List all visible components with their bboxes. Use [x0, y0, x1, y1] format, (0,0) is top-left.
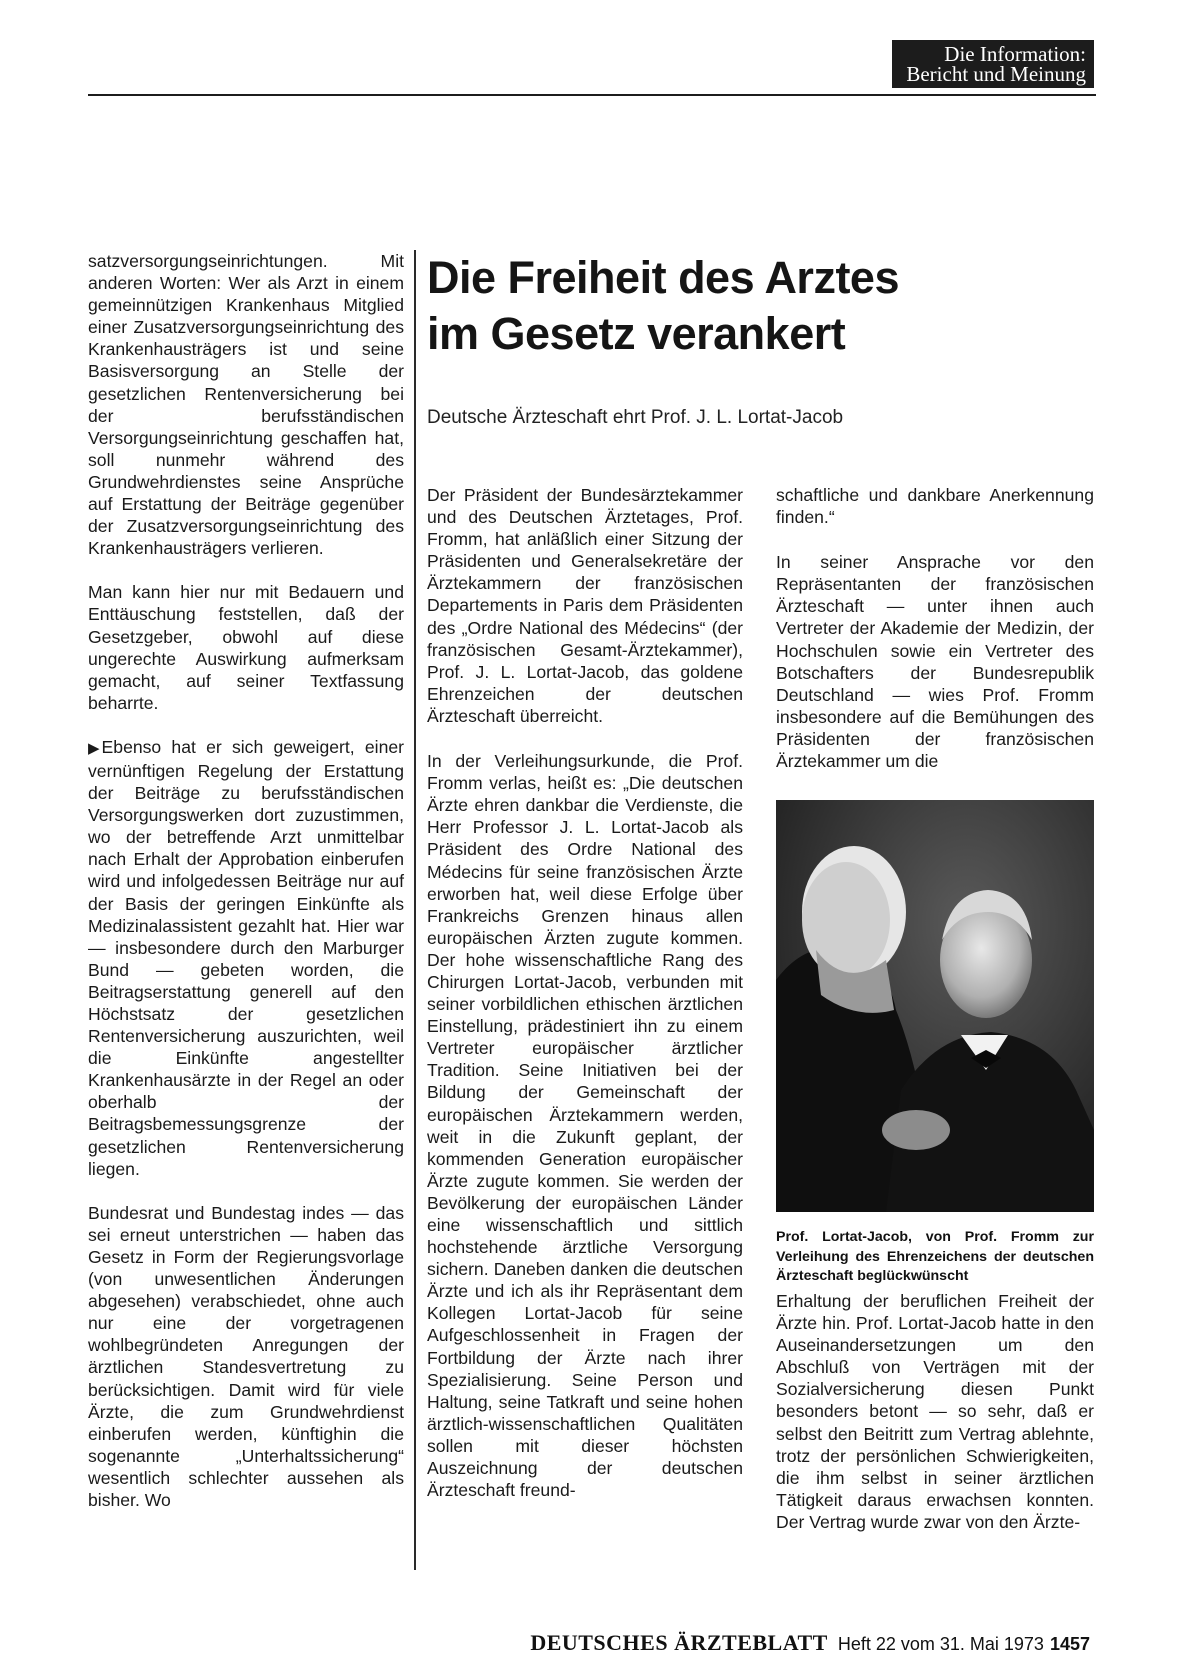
right-paragraph-3: Erhaltung der beruflichen Freiheit der Ärzte hin. Prof. Lortat-Jacob hatte in den Auseinandersetzungen um den Abschluß von Verträgen mit der Sozialversicherung diesen Punkt besonders betont — so sehr, daß er selbst den Beitritt zum Vertrag ablehnte, trotz der persönlichen Schwierigkeiten, die ihm selbst in seiner ärztlichen Tätigkeit daraus erwachsen konnten. Der Vertrag wurde zwar von den Ärzte-: [776, 1291, 1094, 1532]
left-column: [88, 250, 404, 1511]
triangle-right-icon: ▶: [88, 739, 100, 757]
article-subtitle: Deutsche Ärzteschaft ehrt Prof. J. L. Lortat-Jacob: [427, 407, 844, 428]
right-column-top: [776, 484, 1094, 772]
section-tag-line1: Die Information:: [944, 42, 1086, 66]
middle-column: [427, 484, 743, 1501]
right-paragraph-1: schaftliche und dankbare Anerkennung finden.“: [776, 485, 1094, 528]
page-footer: [480, 1630, 1090, 1660]
section-tag-line2: Bericht und Meinung: [906, 62, 1086, 86]
issue-info: Heft 22 vom 31. Mai 1973: [837, 1634, 1044, 1654]
article-title-line2: im Gesetz verankert: [427, 308, 846, 359]
section-tag: [892, 40, 1094, 88]
column-divider: [414, 250, 416, 1570]
top-rule: [88, 94, 1096, 96]
left-paragraph-2: Man kann hier nur mit Bedauern und Enttäuschung feststellen, daß der Gesetzgeber, obwohl auf diese ungerechte Auswirkung aufmerksam gemacht, auf seiner Textfassung beharrte.: [88, 582, 404, 713]
page-number: 1457: [1049, 1634, 1090, 1654]
left-paragraph-3-text: Ebenso hat er sich geweigert, einer vernünftigen Regelung der Erstattung der Beiträge zu berufsständischen Versorgungswerken dort zuzustimmen, wo der betreffende Arzt unmittelbar nach Erhalt der Approbation einberufen wird und infolgedessen Beiträge nur auf der Basis der geringen Einkünfte als Medizinalassistent gezahlt hat. Hier war — insbesondere durch den Marburger Bund — gebeten worden, die Beitragserstattung generell auf den Höchstsatz der gesetzlichen Rentenversicherung auszurichten, weil die Einkünfte angestellter Krankenhausärzte in der Regel an oder oberhalb der Beitragsbemessungsgrenze der gesetzlichen Rentenversicherung liegen.: [88, 736, 404, 1179]
article-photo: [776, 800, 1094, 1212]
left-paragraph-1: satzversorgungseinrichtungen. Mit anderen Worten: Wer als Arzt in einem gemeinnützigen Krankenhaus Mitglied einer Zusatzversorgungseinrichtung des Krankenhausträgers ist und seine Basisversorgung an Stelle der gesetzlichen Rentenversicherung bei der berufsständischen Versorgungseinrichtung geschaffen hat, soll nunmehr während des Grundwehrdienstes seine Ansprüche auf Erstattung der Beiträge gegenüber der Zusatzversorgungseinrichtung des Krankenhausträgers verlieren.: [88, 251, 404, 559]
article-title: [427, 250, 1087, 362]
journal-name: DEUTSCHES ÄRZTEBLATT: [530, 1630, 828, 1655]
photo-caption: Prof. Lortat-Jacob, von Prof. Fromm zur Verleihung des Ehrenzeichens der deutschen Ärzteschaft beglückwünscht: [776, 1229, 1094, 1284]
right-column-bottom: [776, 1290, 1094, 1533]
right-paragraph-2: In seiner Ansprache vor den Repräsentanten der französischen Ärzteschaft — unter ihnen auch Vertreter der Akademie der Medizin, der Hochschulen sowie ein Vertreter des Botschafters der Bundesrepublik Deutschland — wies Prof. Fromm insbesondere auf die Bemühungen des Präsidenten der französischen Ärztekammer um die: [776, 552, 1094, 772]
middle-paragraph-1: Der Präsident der Bundesärztekammer und des Deutschen Ärztetages, Prof. Fromm, hat anläßlich einer Sitzung der Präsidenten und Generalsekretäre der Ärztekammern der französischen Departements in Paris dem Präsidenten des „Ordre National des Médecins“ (der französischen Gesamt-Ärztekammer), Prof. J. L. Lortat-Jacob, das goldene Ehrenzeichen der deutschen Ärzteschaft überreicht.: [427, 485, 743, 726]
middle-paragraph-2: In der Verleihungsurkunde, die Prof. Fromm verlas, heißt es: „Die deutschen Ärzte ehren dankbar die Verdienste, die Herr Professor J. L. Lortat-Jacob als Präsident des Ordre National des Médecins für seine französischen Ärzte erworben hat, weil diese Erfolge über Frankreichs Grenzen hinaus allen europäischen Ärzten zugute kommen. Der hohe wissenschaftliche Rang des Chirurgen Lortat-Jacob, verbunden mit seiner vorbildlichen ethischen ärztlichen Einstellung, prädestiniert ihn zu einem Vertreter europäischer ärztlicher Tradition. Seine Initiativen bei der Bildung der Gemeinschaft der europäischen Ärztekammern werden, weit in die Zukunft geplant, der kommenden Generation europäischer Ärzte zugute kommen. Sie werden der Bevölkerung der europäischen Länder eine wissenschaftlich und sittlich hochstehende ärztliche Versorgung sichern. Daneben danken die deutschen Ärzte und ich als ihr Repräsentant dem Kollegen Lortat-Jacob für seine Aufgeschlossenheit in Fragen der Fortbildung der Ärzte nach ihrer Spezialisierung. Seine Person und Haltung, seine Tatkraft und seine hohen ärztlich-wissenschaftlichen Qualitäten sollen mit dieser höchsten Auszeichnung der deutschen Ärzteschaft freund-: [427, 751, 743, 1501]
left-paragraph-3: [88, 736, 404, 1180]
left-paragraph-4: Bundesrat und Bundestag indes — das sei erneut unterstrichen — haben das Gesetz in Form der Regierungsvorlage (von unwesentlichen Änderungen abgesehen) verabschiedet, ohne auch nur eine der vorgetragenen wohlbegründeten Anregungen der ärztlichen Standesvertretung zu berücksichtigen. Damit wird für viele Ärzte, die zum Grundwehrdienst einberufen werden, künftighin die sogenannte „Unterhaltssicherung“ wesentlich schlechter aussehen als bisher. Wo: [88, 1202, 404, 1510]
article-title-line1: Die Freiheit des Arztes: [427, 252, 899, 303]
